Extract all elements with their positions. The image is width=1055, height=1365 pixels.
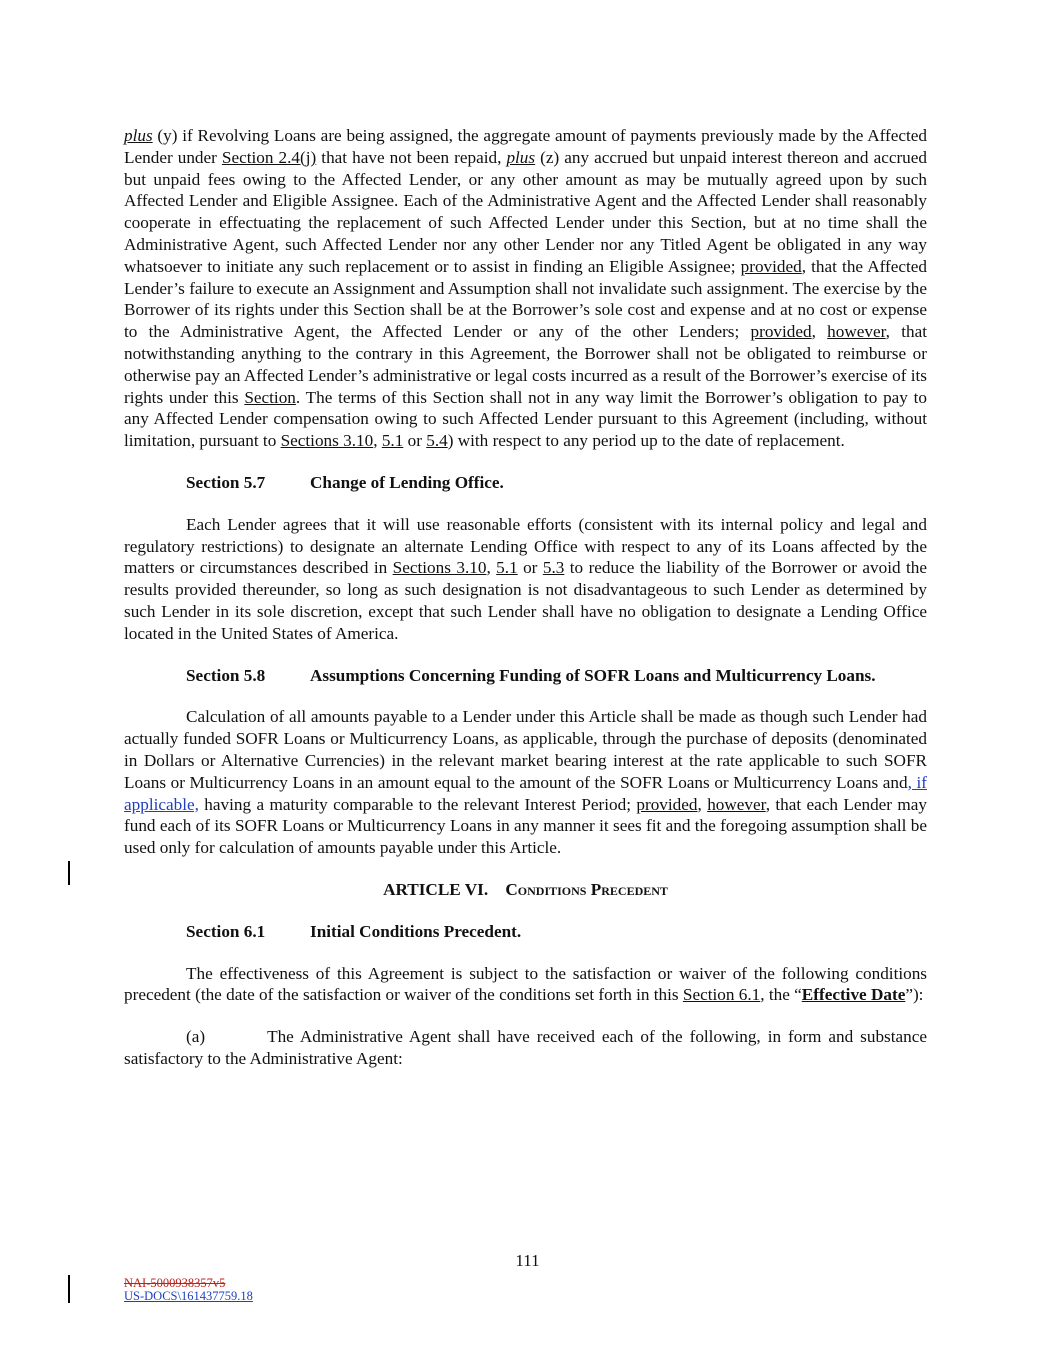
change-bar xyxy=(68,861,70,885)
defined-term: Effective Date xyxy=(801,985,906,1005)
plus-term: plus xyxy=(506,147,536,167)
change-bar xyxy=(68,1275,70,1303)
however-term: however xyxy=(707,794,766,814)
cross-reference: 5.4 xyxy=(426,431,448,451)
cross-reference: 5.1 xyxy=(496,558,518,578)
cross-reference: Sections 3.10 xyxy=(280,431,374,451)
deleted-doc-id: NAI-5000938357v5 xyxy=(124,1276,226,1290)
section-5-8-body: Calculation of all amounts payable to a Lender under this Article shall be made as though such Lender had actually funded SOFR Loans or Multicurrency Loans, as applicable, through the purchase of deposits (denominated in Dollars or Alternative Currencies) in the relevant market bearing interest at the rate applicable to such SOFR Loans or Multicurrency Loans in an amount equal to the amount of the SOFR Loans or Multicurrency Loans and, if applicable, having a maturity comparable to the relevant Interest Period; provided, however, that each Lender may fund each of its SOFR Loans or Multicurrency Loans in any manner it sees fit and the foregoing assumption shall be used only for calculation of amounts payable under this Article. xyxy=(124,707,927,858)
cross-reference: Section 6.1 xyxy=(682,985,761,1005)
section-6-1-body: The effectiveness of this Agreement is subject to the satisfaction or waiver of the following conditions precedent (the date of the satisfaction or waiver of the conditions set forth in this Section 6.1, the “Effective Date”): xyxy=(124,963,927,1005)
article-heading: ARTICLE VI. Conditions Precedent xyxy=(383,879,668,899)
cross-reference: Section xyxy=(244,387,296,407)
section-5-8-heading: Section 5.8 Assumptions Concerning Funding of SOFR Loans and Multicurrency Loans. xyxy=(186,665,876,685)
cross-reference: Section 2.4(j) xyxy=(221,147,317,167)
inserted-text: , if applicable, xyxy=(124,772,927,814)
footer-doc-ids xyxy=(124,1277,253,1303)
cross-reference: 5.3 xyxy=(542,558,565,578)
provided-term: provided xyxy=(740,256,802,276)
paragraph-a-label: (a) xyxy=(186,1027,206,1047)
paragraph-a: (a) The Administrative Agent shall have received each of the following, in form and substance satisfactory to the Administrative Agent: xyxy=(124,1027,927,1068)
however-term: however xyxy=(827,322,886,342)
provided-term: provided xyxy=(750,322,812,342)
section-6-1-heading: Section 6.1 Initial Conditions Precedent. xyxy=(186,921,522,941)
page-number: 111 xyxy=(515,1251,540,1270)
provided-term: provided xyxy=(636,794,698,814)
cross-reference: Sections 3.10 xyxy=(392,558,487,578)
section-5-7-body: Each Lender agrees that it will use reasonable efforts (consistent with its internal policy and legal and regulatory restrictions) to designate an alternate Lending Office with respect to any of its Loans affected by the matters or circumstances described in Sections 3.10, 5.1 or 5.3 to reduce the liability of the Borrower or avoid the results provided thereunder, so long as such designation is not disadvantageous to such Lender as determined by such Lender in its sole discretion, except that such Lender shall have no obligation to designate a Lending Office located in the United States of America. xyxy=(124,514,928,643)
plus-term: plus xyxy=(124,126,153,145)
cross-reference: 5.1 xyxy=(381,431,404,451)
inserted-doc-id: US-DOCS\161437759.18 xyxy=(124,1289,253,1303)
section-5-7-heading: Section 5.7 Change of Lending Office. xyxy=(186,472,504,492)
paragraph-affected-lender: plus (y) if Revolving Loans are being assigned, the aggregate amount of payments previously made by the Affected Lender under Section 2.4(j) that have not been repaid, plus (z) any accrued but unpaid interest thereon and accrued but unpaid fees owing to the Affected Lender, or any other amount as may be mutually agreed upon by such Affected Lender and Eligible Assignee. Each of the Administrative Agent and the Affected Lender shall reasonably cooperate in effectuating the replacement of such Affected Lender under this Section, but at no time shall the Administrative Agent, such Affected Lender nor any other Lender nor any Titled Agent be obligated in any way whatsoever to initiate any such replacement or to assist in finding an Eligible Assignee; provided, that the Affected Lender’s failure to execute an Assignment and Assumption shall not invalidate such assignment. The exercise by the Borrower of its rights under this Section shall be at the Borrower’s sole cost and expense and at no cost or expense to the Administrative Agent, the Affected Lender or any of the other Lenders; provided, however, that notwithstanding anything to the contrary in this Agreement, the Borrower shall not be obligated to reimburse or otherwise pay an Affected Lender’s administrative or legal costs incurred as a result of the Borrower’s exercise of its rights under this Section. The terms of this Section shall not in any way limit the Borrower’s obligation to pay to any Affected Lender compensation owing to such Affected Lender pursuant to this Agreement (including, without limitation, pursuant to Sections 3.10, 5.1 or 5.4) with respect to any period up to the date of replacement. xyxy=(124,126,928,451)
document-body xyxy=(124,125,927,1070)
